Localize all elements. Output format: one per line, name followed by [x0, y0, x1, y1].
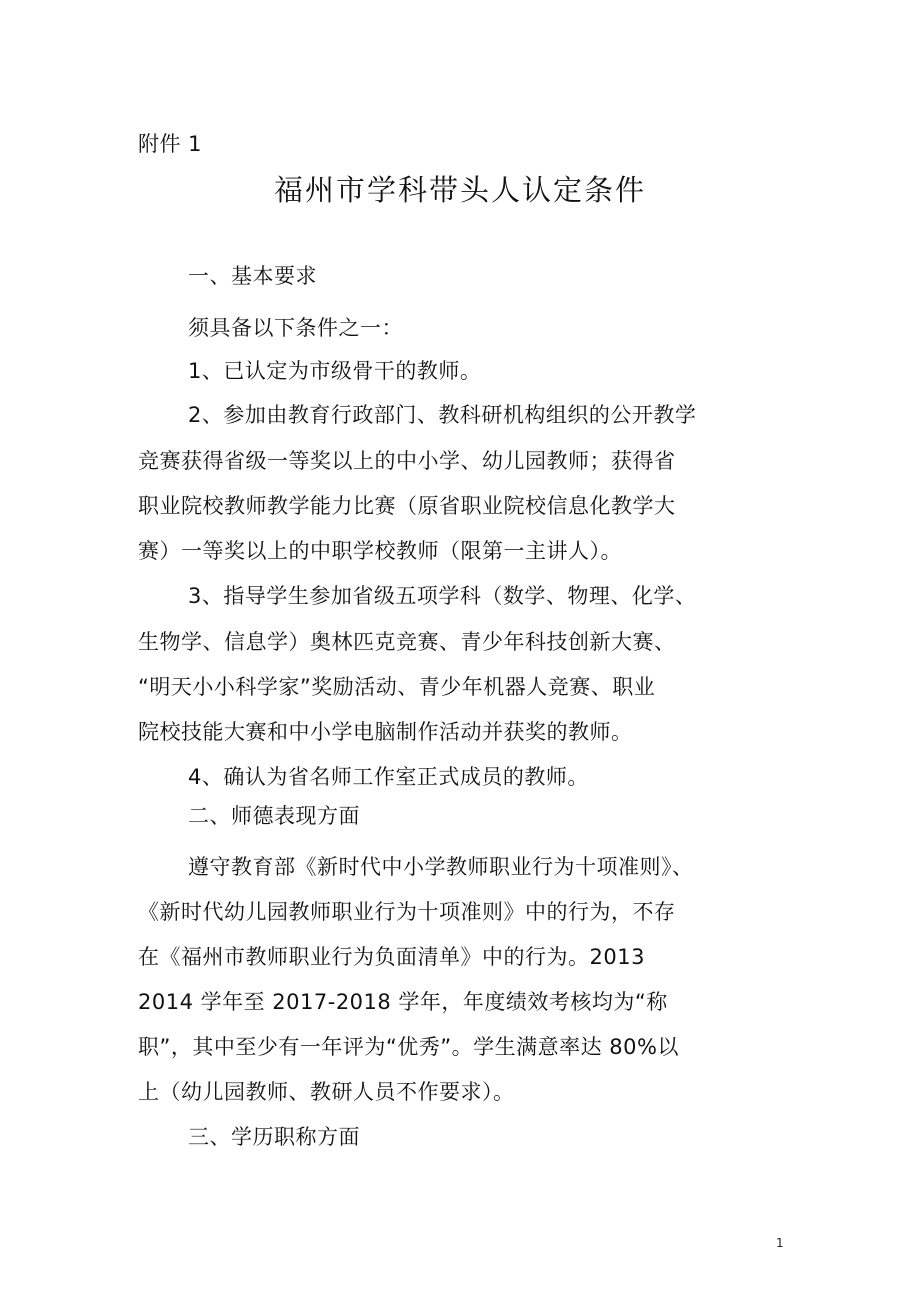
paragraph-line: 2、参加由教育行政部门、教科研机构组织的公开教学: [188, 403, 697, 427]
paragraph-line: 须具备以下条件之一：: [188, 316, 403, 340]
section-heading-ethics: 二、师德表现方面: [188, 804, 360, 828]
paragraph-line: 赛）一等奖以上的中职学校教师（限第一主讲人）。: [138, 539, 622, 563]
paragraph-line: 4、确认为省名师工作室正式成员的教师。: [188, 765, 589, 789]
paragraph-line: 3、指导学生参加省级五项学科（数学、物理、化学、: [188, 584, 697, 608]
paragraph-line: 《新时代幼儿园教师职业行为十项准则》中的行为，不存: [138, 900, 676, 924]
paragraph-line: 1、已认定为市级骨干的教师。: [188, 359, 482, 383]
paragraph-line: “明天小小科学家”奖励活动、青少年机器人竞赛、职业: [138, 675, 656, 699]
paragraph-line: 院校技能大赛和中小学电脑制作活动并获奖的教师。: [138, 720, 633, 744]
section-heading-education: 三、学历职称方面: [188, 1125, 360, 1149]
section-heading-basic-requirements: 一、基本要求: [188, 264, 317, 288]
paragraph-line: 竞赛获得省级一等奖以上的中小学、幼儿园教师；获得省: [138, 449, 676, 473]
paragraph-line: 职”，其中至少有一年评为“优秀”。学生满意率达 80%以: [138, 1035, 679, 1059]
paragraph-line: 2014 学年至 2017-2018 学年，年度绩效考核均为“称: [138, 990, 668, 1014]
document-title: 福州市学科带头人认定条件: [273, 173, 646, 207]
attachment-label: 附件 1: [138, 132, 203, 156]
paragraph-line: 职业院校教师教学能力比赛（原省职业院校信息化教学大: [138, 494, 676, 518]
paragraph-line: 在《福州市教师职业行为负面清单》中的行为。2013: [138, 945, 645, 969]
paragraph-line: 生物学、信息学）奥林匹克竞赛、青少年科技创新大赛、: [138, 630, 676, 654]
paragraph-line: 上（幼儿园教师、教研人员不作要求）。: [138, 1080, 515, 1104]
page-number: 1: [776, 1236, 784, 1250]
paragraph-line: 遵守教育部《新时代中小学教师职业行为十项准则》、: [188, 855, 694, 879]
